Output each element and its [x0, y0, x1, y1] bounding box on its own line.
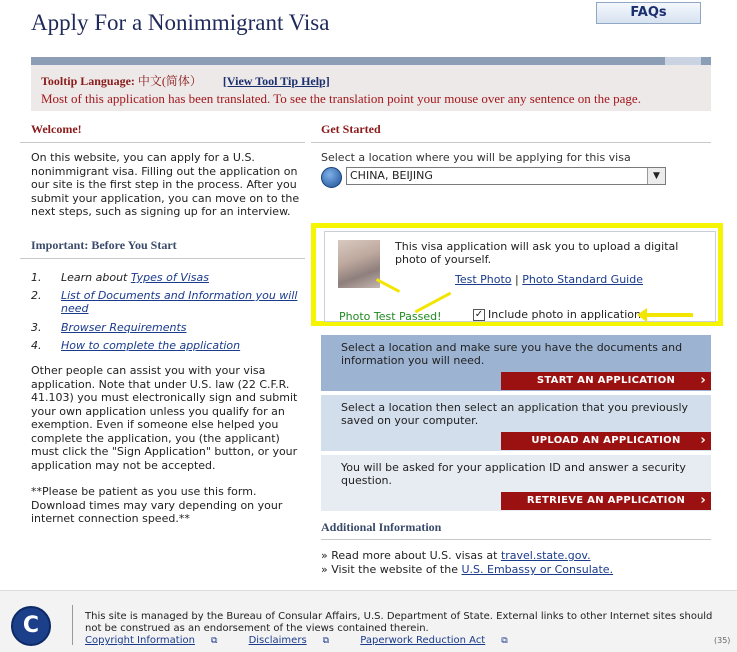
patience-note: **Please be patient as you use this form. Download times may vary depending on your internet connection speed.** [31, 485, 283, 525]
welcome-divider [20, 142, 305, 143]
start-application-panel [321, 335, 711, 391]
location-label: Select a location where you will be applying for this visa [321, 151, 631, 164]
footer-mark: (35) [714, 636, 731, 645]
disclaimers-link[interactable]: Disclaimers [248, 635, 307, 646]
step-item [31, 339, 305, 357]
chevron-down-icon[interactable]: ▼ [647, 168, 665, 184]
view-tooltip-help-link[interactable]: [View Tool Tip Help] [222, 74, 330, 88]
location-select-value: CHINA, BEIJING [350, 169, 433, 182]
steps-list [31, 271, 305, 357]
photo-message: This visa application will ask you to upload a digital photo of yourself. [395, 240, 679, 266]
copyright-link[interactable]: Copyright Information [85, 635, 195, 646]
include-photo-label: Include photo in application [488, 308, 641, 321]
types-of-visas-link[interactable]: Types of Visas [130, 271, 210, 284]
footer-links [85, 635, 536, 646]
tooltip-language-line [41, 72, 701, 89]
translation-notice: Most of this application has been translated. To see the translation point your mouse over any sentence on the page. [41, 91, 641, 106]
list-item [321, 563, 613, 577]
photo-test-status: Photo Test Passed! [339, 310, 442, 323]
retrieve-application-text: You will be asked for your application ID and answer a security question. [341, 461, 686, 487]
important-heading: Important: Before You Start [31, 238, 177, 252]
step-number: 4. [31, 339, 42, 352]
test-photo-link[interactable]: Test Photo [455, 273, 512, 286]
step-item [31, 271, 305, 289]
step-number: 3. [31, 321, 42, 334]
how-to-complete-link[interactable]: How to complete the application [61, 339, 241, 352]
upload-application-panel [321, 395, 711, 451]
globe-icon [321, 167, 342, 188]
tooltip-language-label: Tooltip Language: [41, 74, 135, 88]
retrieve-application-button[interactable]: RETRIEVE AN APPLICATION › [501, 492, 711, 510]
step-item [31, 289, 305, 321]
get-started-heading: Get Started [321, 122, 381, 136]
assistance-text: Other people can assist you with your visa application. Note that under U.S. law (22 C.F.R. 41.103) you must electronically sign and submit your own application unless you qualify for an exemption. Even if someone else helped you complete the application, you (the applicant) must click the "Sign Application" button, or your application may not be accepted. [31, 364, 298, 472]
consular-seal-logo: C [11, 606, 51, 646]
link-separator: | [515, 273, 519, 286]
photo-panel [324, 231, 716, 322]
tooltip-bar-strip [31, 57, 711, 65]
include-photo-option[interactable] [473, 308, 641, 321]
list-item-text: » Read more about U.S. visas at [321, 549, 501, 562]
retrieve-application-panel [321, 455, 711, 511]
location-select[interactable] [346, 167, 666, 185]
upload-application-button[interactable]: UPLOAD AN APPLICATION › [501, 432, 711, 450]
welcome-text: On this website, you can apply for a U.S. nonimmigrant visa. Filling out the application on our site is the first step in the process. After you submit your application, you can move on to the next steps, such as signing up for an interview. [31, 151, 300, 218]
list-item-text: » Visit the website of the [321, 563, 462, 576]
browser-requirements-link[interactable]: Browser Requirements [61, 321, 187, 334]
step-text: Learn about [61, 271, 131, 284]
photo-guide-link[interactable]: Photo Standard Guide [522, 273, 643, 286]
list-item [321, 549, 613, 563]
step-number: 2. [31, 289, 42, 302]
additional-info-list [321, 549, 613, 577]
footer-divider [72, 605, 73, 645]
annotation-arrow-icon [643, 313, 693, 317]
footer-disclaimer: This site is managed by the Bureau of Consular Affairs, U.S. Department of State. External links to other Internet sites should not be construed as an endorsement of the views contained therein. [85, 611, 713, 634]
step-number: 1. [31, 271, 42, 284]
start-application-text: Select a location and make sure you have the documents and information you will need. [341, 341, 683, 367]
travel-state-gov-link[interactable]: travel.state.gov. [500, 549, 591, 562]
documents-list-link[interactable]: List of Documents and Information you will need [61, 289, 298, 315]
external-link-icon: ⧉ [501, 636, 508, 646]
tooltip-language-value[interactable]: 中文(简体） [137, 74, 202, 88]
get-started-divider [311, 142, 711, 143]
external-link-icon: ⧉ [322, 636, 330, 646]
upload-application-text: Select a location then select an application that you previously saved on your computer. [341, 401, 689, 427]
external-link-icon: ⧉ [210, 636, 218, 646]
additional-info-divider [321, 539, 711, 540]
page-title: Apply For a Nonimmigrant Visa [31, 10, 330, 35]
photo-links [455, 273, 643, 286]
start-application-button[interactable]: START AN APPLICATION › [501, 372, 711, 390]
tooltip-bar [31, 65, 711, 111]
tooltip-bar-notch [665, 57, 701, 65]
paperwork-reduction-link[interactable]: Paperwork Reduction Act [360, 635, 486, 646]
embassy-consulate-link[interactable]: U.S. Embassy or Consulate. [461, 563, 614, 576]
include-photo-checkbox[interactable]: ✓ [474, 308, 484, 320]
additional-info-heading: Additional Information [321, 520, 442, 534]
welcome-heading: Welcome! [31, 122, 82, 136]
annotation-arrow-icon [637, 308, 647, 322]
photo-panel-highlight [311, 223, 723, 326]
step-item [31, 321, 305, 339]
faqs-button[interactable]: FAQs [596, 2, 701, 24]
photo-thumbnail [338, 240, 380, 288]
important-divider [20, 258, 305, 259]
